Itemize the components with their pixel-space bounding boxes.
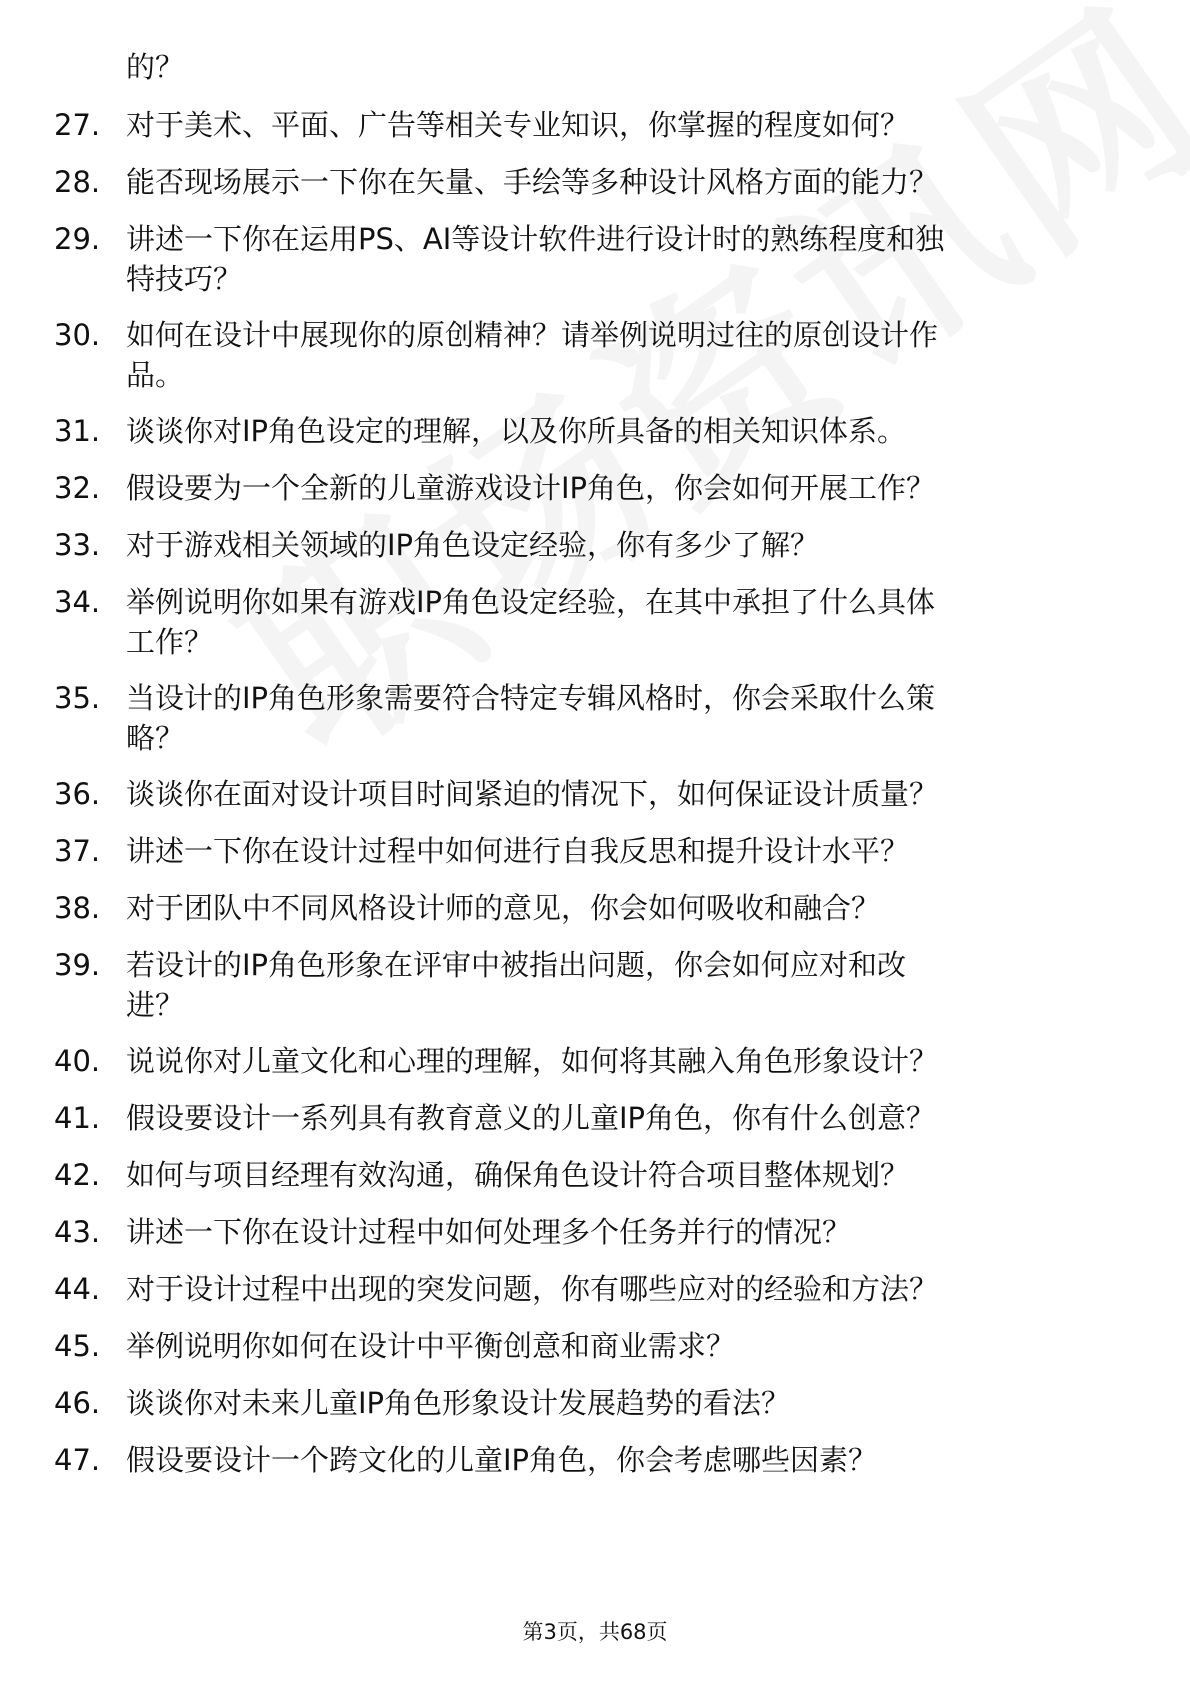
question-line: 举例说明你如果有游戏IP角色设定经验，在其中承担了什么具体: [126, 585, 936, 619]
question-line: 对于游戏相关领域的IP角色设定经验，你有多少了解？: [126, 528, 820, 562]
question-line: 品。: [126, 358, 185, 392]
continuation-line: 的？: [126, 50, 185, 84]
question-number: 31.: [54, 414, 101, 448]
question-number: 45.: [54, 1329, 101, 1363]
page-footer: 第3页，共68页: [522, 1620, 668, 1644]
question-number: 46.: [54, 1386, 101, 1420]
question-text: [126, 831, 1126, 871]
question-line: 对于设计过程中出现的突发问题，你有哪些应对的经验和方法？: [126, 1272, 939, 1306]
question-text: [126, 411, 1126, 451]
question-number: 44.: [54, 1272, 101, 1306]
question-line: 假设要设计一系列具有教育意义的儿童IP角色，你有什么创意？: [126, 1101, 936, 1135]
question-text: [126, 219, 1126, 299]
question-line: 谈谈你对未来儿童IP角色形象设计发展趋势的看法？: [126, 1386, 791, 1420]
question-number: 42.: [54, 1158, 101, 1192]
question-line: 当设计的IP角色形象需要符合特定专辑风格时，你会采取什么策: [126, 681, 936, 715]
question-number: 29.: [54, 222, 101, 256]
question-number: 37.: [54, 834, 101, 868]
question-line: 假设要为一个全新的儿童游戏设计IP角色，你会如何开展工作？: [126, 471, 936, 505]
question-line: 假设要设计一个跨文化的儿童IP角色，你会考虑哪些因素？: [126, 1443, 878, 1477]
question-number: 33.: [54, 528, 101, 562]
question-line: 举例说明你如何在设计中平衡创意和商业需求？: [126, 1329, 736, 1363]
question-number: 35.: [54, 681, 101, 715]
question-number: 39.: [54, 948, 101, 982]
question-number: 47.: [54, 1443, 101, 1477]
question-text: [126, 105, 1126, 145]
question-line: 特技巧？: [126, 262, 243, 296]
question-text: [126, 888, 1126, 928]
question-line: 谈谈你在面对设计项目时间紧迫的情况下，如何保证设计质量？: [126, 777, 939, 811]
question-line: 若设计的IP角色形象在评审中被指出问题，你会如何应对和改: [126, 948, 907, 982]
question-line: 说说你对儿童文化和心理的理解，如何将其融入角色形象设计？: [126, 1044, 939, 1078]
question-line: 讲述一下你在设计过程中如何处理多个任务并行的情况？: [126, 1215, 852, 1249]
question-line: 谈谈你对IP角色设定的理解，以及你所具备的相关知识体系。: [126, 414, 907, 448]
question-text: [126, 162, 1126, 202]
question-line: 对于美术、平面、广告等相关专业知识，你掌握的程度如何？: [126, 108, 910, 142]
question-line: 如何在设计中展现你的原创精神？请举例说明过往的原创设计作: [126, 318, 939, 352]
question-text: [126, 774, 1126, 814]
question-number: 32.: [54, 471, 101, 505]
question-line: 工作？: [126, 625, 214, 659]
question-line: 讲述一下你在运用PS、AI等设计软件进行设计时的熟练程度和独: [126, 222, 945, 256]
question-number: 43.: [54, 1215, 101, 1249]
question-line: 讲述一下你在设计过程中如何进行自我反思和提升设计水平？: [126, 834, 910, 868]
question-number: 28.: [54, 165, 101, 199]
question-text: [126, 1212, 1126, 1252]
question-text: [126, 315, 1126, 395]
question-text: [126, 582, 1126, 662]
question-number: 41.: [54, 1101, 101, 1135]
question-text: [126, 1326, 1126, 1366]
question-text: [126, 525, 1126, 565]
question-line: 略？: [126, 721, 185, 755]
question-text: [126, 1269, 1126, 1309]
question-line: 对于团队中不同风格设计师的意见，你会如何吸收和融合？: [126, 891, 881, 925]
question-text: [126, 945, 1126, 1025]
question-text: [126, 1383, 1126, 1423]
question-number: 40.: [54, 1044, 101, 1078]
question-text: [126, 468, 1126, 508]
question-number: 30.: [54, 318, 101, 352]
question-number: 34.: [54, 585, 101, 619]
question-number: 36.: [54, 777, 101, 811]
question-line: 能否现场展示一下你在矢量、手绘等多种设计风格方面的能力？: [126, 165, 939, 199]
question-line: 进？: [126, 988, 185, 1022]
question-text: [126, 1155, 1126, 1195]
question-text: [126, 1098, 1126, 1138]
question-text: [126, 1041, 1126, 1081]
question-number: 27.: [54, 108, 101, 142]
question-text: [126, 678, 1126, 758]
question-number: 38.: [54, 891, 101, 925]
question-line: 如何与项目经理有效沟通，确保角色设计符合项目整体规划？: [126, 1158, 910, 1192]
question-text: [126, 1440, 1126, 1480]
